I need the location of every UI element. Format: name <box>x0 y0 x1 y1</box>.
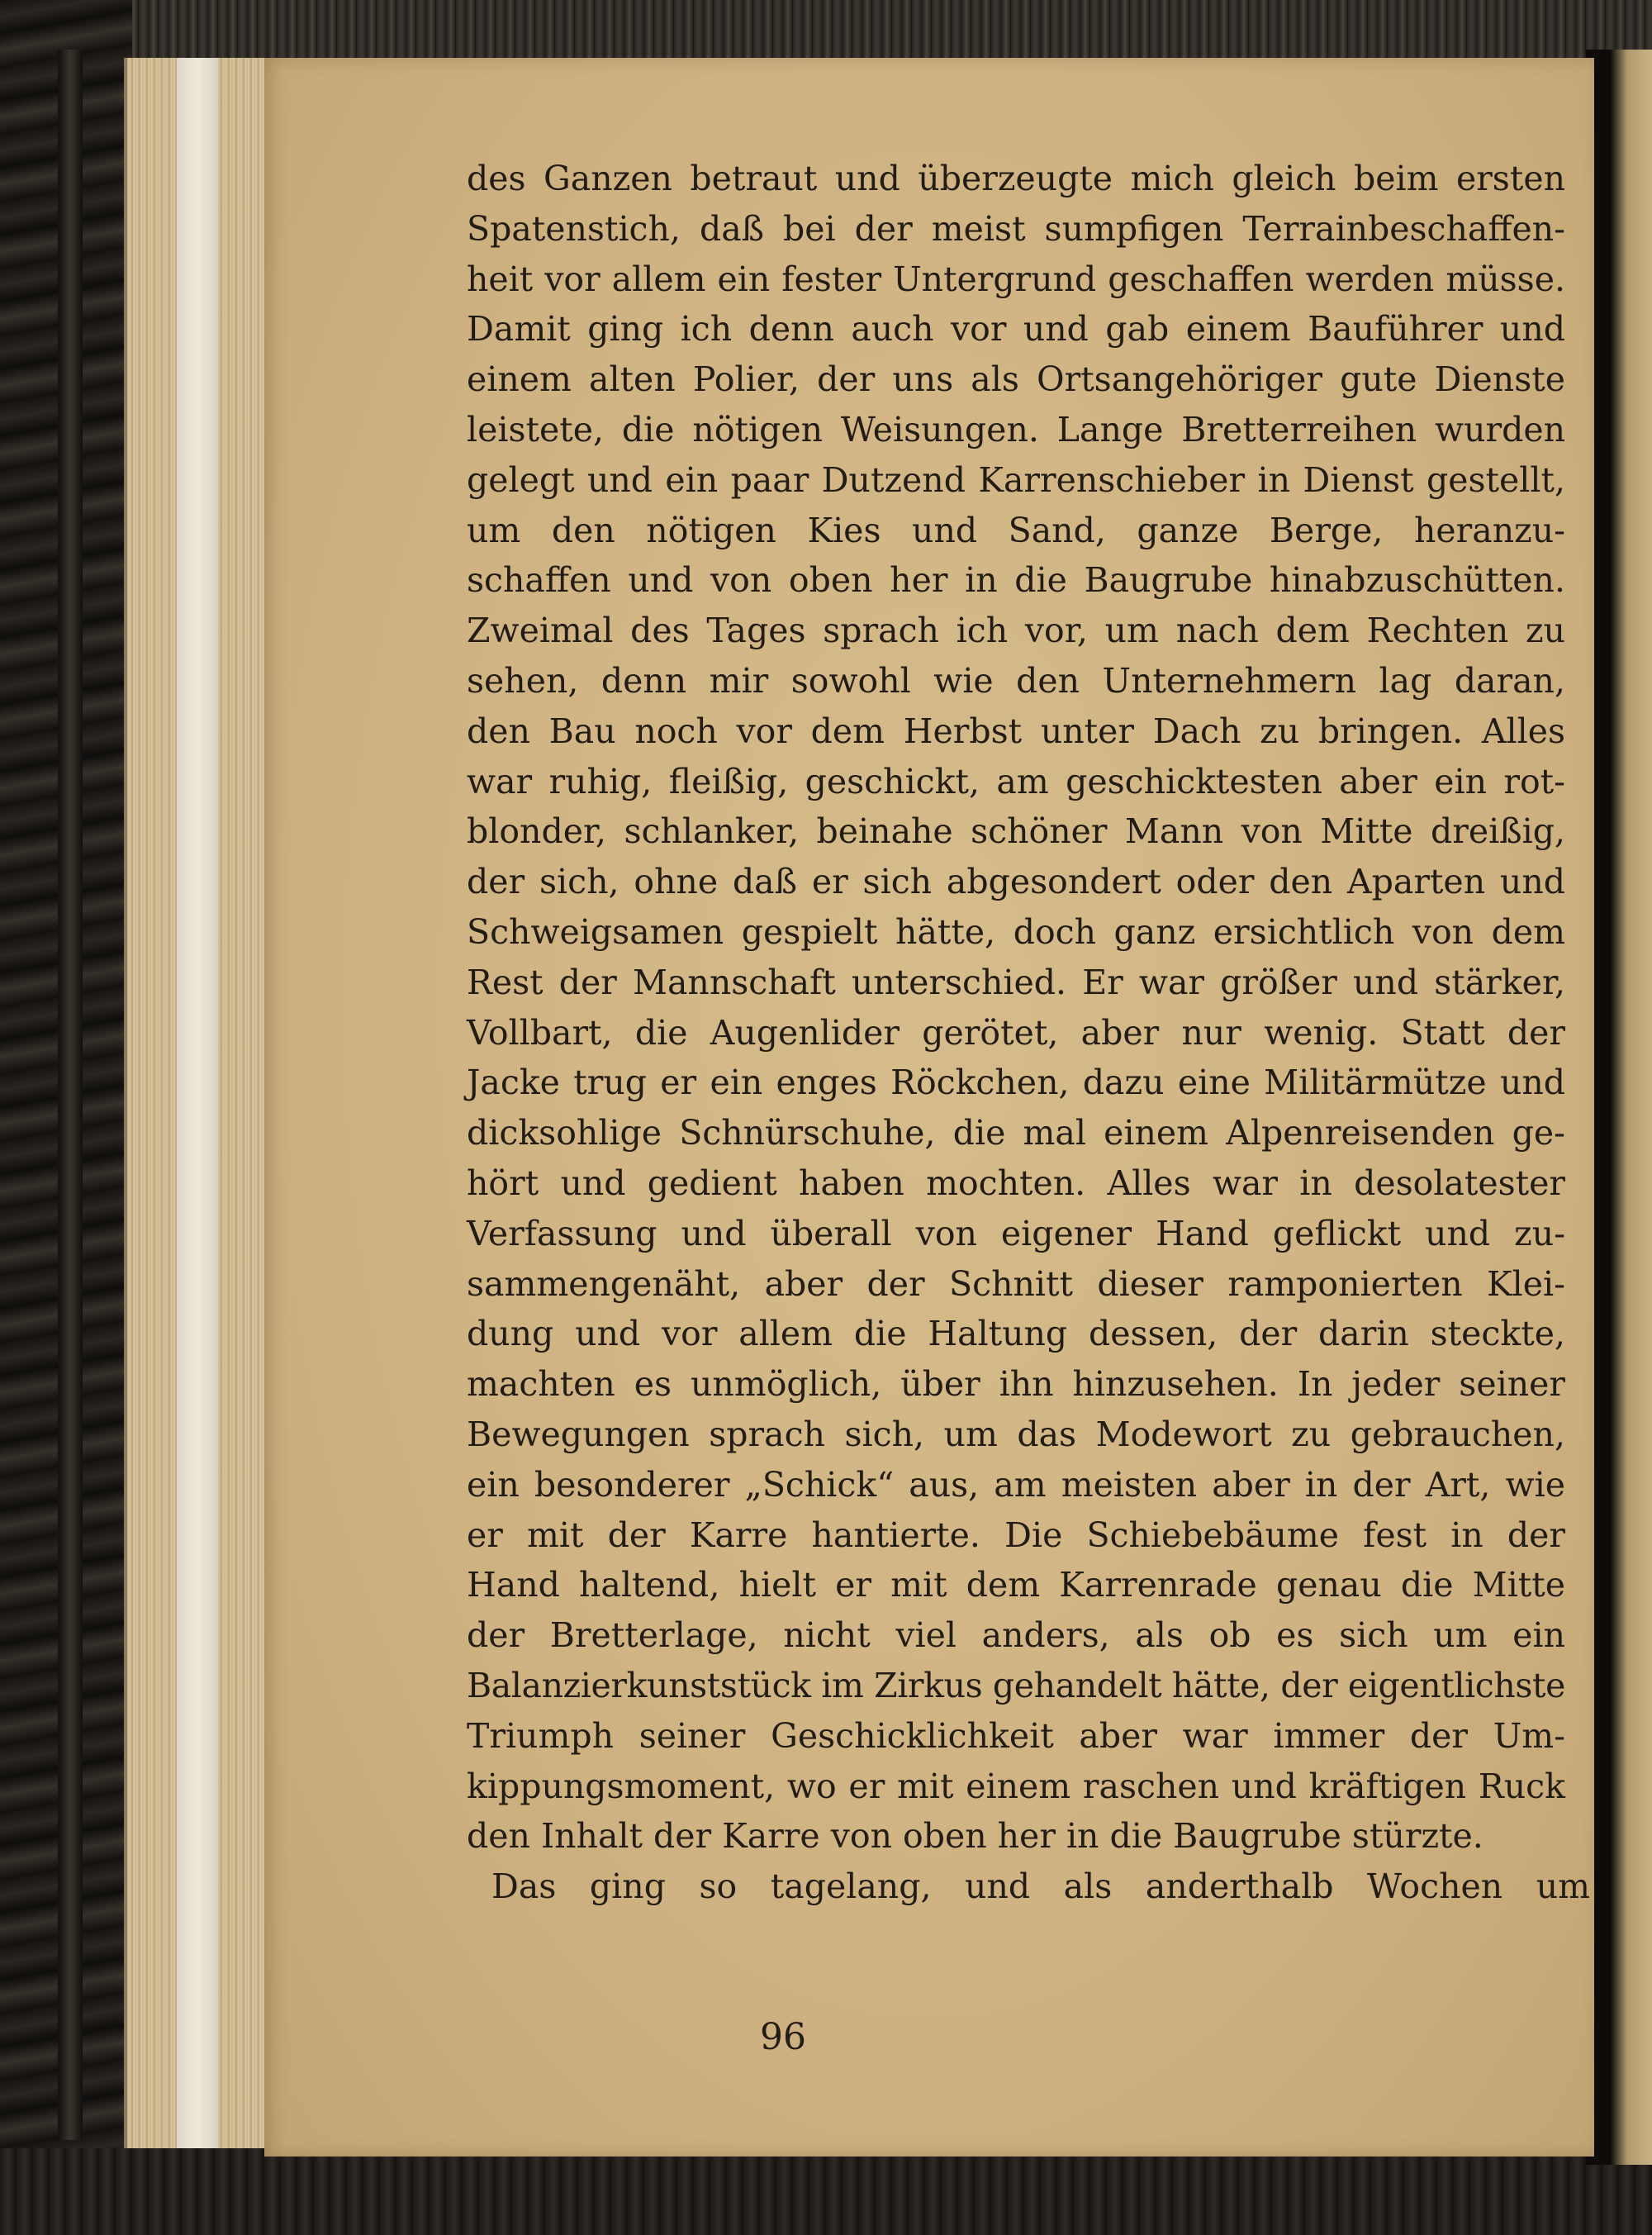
text-line: sammengenäht, aber der Schnitt dieser ramponierten Klei- <box>467 1263 1565 1304</box>
text-line: Vollbart, die Augenlider gerötet, aber nur wenig. Statt der <box>467 1012 1565 1053</box>
text-line: Das ging so tagelang, und als anderthalb Wochen um <box>491 1866 1590 1907</box>
text-line: schaffen und von oben her in die Baugrube hinabzuschütten. <box>467 560 1565 601</box>
text-line: der Bretterlage, nicht viel anders, als ob es sich um ein <box>467 1615 1565 1656</box>
text-line: heit vor allem ein fester Untergrund geschaffen werden müsse. <box>467 259 1565 299</box>
text-line: Zweimal des Tages sprach ich vor, um nach dem Rechten zu <box>467 611 1565 651</box>
text-line: um den nötigen Kies und Sand, ganze Berge, heranzu- <box>467 510 1565 550</box>
text-line: den Bau noch vor dem Herbst unter Dach zu bringen. Alles <box>467 711 1565 751</box>
text-line: leistete, die nötigen Weisungen. Lange Bretterreihen wurden <box>467 409 1565 449</box>
text-line: gelegt und ein paar Dutzend Karrenschieber in Dienst gestellt, <box>467 459 1565 500</box>
text-line: Rest der Mannschaft unterschied. Er war größer und stärker, <box>467 962 1565 1002</box>
page-number: 96 <box>760 2016 806 2058</box>
text-line: machten es unmöglich, über ihn hinzusehen. In jeder seiner <box>467 1364 1565 1405</box>
text-line: Triumph seiner Geschicklichkeit aber war immer der Um- <box>467 1715 1565 1756</box>
text-line: dicksohlige Schnürschuhe, die mal einem Alpenreisenden ge- <box>467 1113 1565 1153</box>
text-line: der sich, ohne daß er sich abgesondert oder den Aparten und <box>467 862 1565 902</box>
page-edge-highlight <box>177 58 218 2157</box>
book-binding-top <box>0 0 1652 58</box>
text-line: blonder, schlanker, beinahe schöner Mann von Mitte dreißig, <box>467 811 1565 852</box>
text-line: dung und vor allem die Haltung dessen, der darin steckte, <box>467 1314 1565 1354</box>
text-line: kippungsmoment, wo er mit einem raschen und kräftigen Ruck <box>467 1766 1565 1806</box>
text-line: sehen, denn mir sowohl wie den Unternehmern lag daran, <box>467 660 1565 701</box>
page-text <box>467 154 1652 1912</box>
spine-edge <box>58 50 83 2140</box>
text-line: einem alten Polier, der uns als Ortsangehöriger gute Dienste <box>467 359 1565 400</box>
text-line: den Inhalt der Karre von oben her in die Baugrube stürzte. <box>467 1816 1483 1857</box>
text-line: des Ganzen betraut und überzeugte mich gleich beim ersten <box>467 159 1565 198</box>
book-binding-bottom <box>0 2148 1652 2235</box>
text-line: war ruhig, fleißig, geschickt, am geschicktesten aber ein rot- <box>467 761 1565 801</box>
text-line: Schweigsamen gespielt hätte, doch ganz ersichtlich von dem <box>467 911 1565 952</box>
text-line: Bewegungen sprach sich, um das Modewort zu gebrauchen, <box>467 1414 1565 1454</box>
text-line: Jacke trug er ein enges Röckchen, dazu eine Militärmütze und <box>467 1063 1565 1103</box>
page-edges <box>124 58 276 2157</box>
text-line: Verfassung und überall von eigener Hand geflickt und zu- <box>467 1213 1565 1253</box>
text-line: hört und gedient haben mochten. Alles war in desolatester <box>467 1163 1565 1203</box>
book-page <box>264 58 1594 2157</box>
text-line: ein besonderer „Schick“ aus, am meisten aber in der Art, wie <box>467 1464 1565 1505</box>
text-line: Damit ging ich denn auch vor und gab einem Bauführer und <box>467 309 1565 350</box>
text-line: Spatenstich, daß bei der meist sumpfigen Terrainbeschaffen- <box>467 208 1565 249</box>
text-line: Hand haltend, hielt er mit dem Karrenrade genau die Mitte <box>467 1565 1565 1605</box>
text-line: Balanzierkunststück im Zirkus gehandelt hätte, der eigentlichste <box>467 1665 1565 1705</box>
text-line: er mit der Karre hantierte. Die Schiebebäume fest in der <box>467 1515 1565 1555</box>
